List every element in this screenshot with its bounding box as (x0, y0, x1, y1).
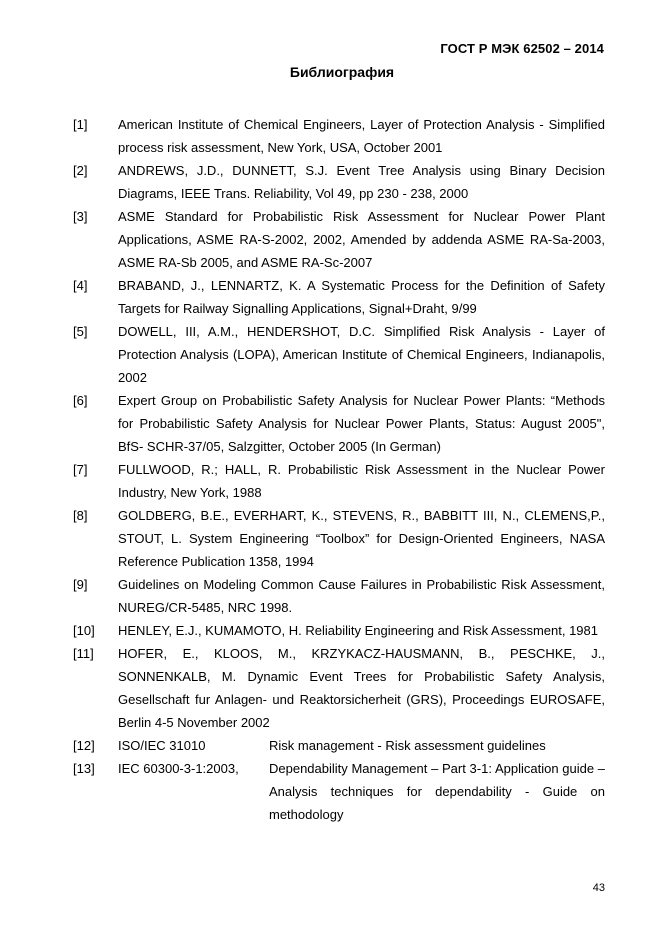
page-number: 43 (592, 882, 605, 894)
reference-text: HENLEY, E.J., KUMAMOTO, H. Reliability Engineering and Risk Assessment, 1981 (118, 623, 598, 638)
reference-number: [7] (73, 462, 88, 477)
reference-text: FULLWOOD, R.; HALL, R. Probabilistic Risk Assessment in the Nuclear Power Industry, New York, 1988 (118, 462, 605, 500)
reference-number: [2] (73, 163, 88, 178)
reference-number: [5] (73, 324, 88, 339)
page-title: Библиография (289, 64, 395, 80)
reference-number: [3] (73, 209, 88, 224)
standard-code: IEC 60300-3-1:2003, (118, 761, 239, 776)
reference-text: DOWELL, III, A.M., HENDERSHOT, D.C. Simplified Risk Analysis - Layer of Protection Analysis (LOPA), American Institute of Chemical Engineers, Indianapolis, 2002 (118, 324, 605, 385)
bibliography-entry (73, 504, 605, 573)
bibliography-entry (73, 619, 605, 642)
bibliography-list (73, 113, 605, 826)
standard-entry (73, 757, 605, 826)
standard-title: Risk management - Risk assessment guidelines (269, 738, 546, 753)
bibliography-entry (73, 113, 605, 159)
reference-text: GOLDBERG, B.E., EVERHART, K., STEVENS, R., BABBITT III, N., CLEMENS,P., STOUT, L. System Engineering “Toolbox” for Design-Oriented Engineers, NASA Reference Publication 1358, 1994 (118, 508, 605, 569)
reference-number: [8] (73, 508, 88, 523)
reference-number: [9] (73, 577, 88, 592)
reference-text: ANDREWS, J.D., DUNNETT, S.J. Event Tree Analysis using Binary Decision Diagrams, IEEE Trans. Reliability, Vol 49, pp 230 - 238, 2000 (118, 163, 605, 201)
standard-code: ISO/IEC 31010 (118, 738, 206, 753)
bibliography-entry (73, 320, 605, 389)
reference-number: [4] (73, 278, 88, 293)
reference-text: Expert Group on Probabilistic Safety Analysis for Nuclear Power Plants: “Methods for Probabilistic Safety Analysis for Nuclear Power Plants, Status: August 2005", BfS- SCHR-37/05, Salzgitter, October 2005 (In German) (118, 393, 605, 454)
reference-text: HOFER, E., KLOOS, M., KRZYKACZ-HAUSMANN, B., PESCHKE, J., SONNENKALB, M. Dynamic Event Trees for Probabilistic Safety Analysis, Gesellschaft fur Anlagen- und Reaktorsicherheit (GRS), Proceedings EUROSAFE, Berlin 4-5 November 2002 (118, 646, 605, 730)
bibliography-entry (73, 642, 605, 734)
bibliography-entry (73, 389, 605, 458)
bibliography-entry (73, 205, 605, 274)
reference-text: ASME Standard for Probabilistic Risk Assessment for Nuclear Power Plant Applications, ASME RA-S-2002, 2002, Amended by addenda ASME RA-Sa-2003, ASME RA-Sb 2005, and ASME RA-Sc-2007 (118, 209, 605, 270)
bibliography-entry (73, 159, 605, 205)
bibliography-entry (73, 573, 605, 619)
bibliography-entry (73, 458, 605, 504)
reference-text: American Institute of Chemical Engineers, Layer of Protection Analysis - Simplified process risk assessment, New York, USA, October 2001 (118, 117, 605, 155)
reference-number: [11] (73, 646, 94, 661)
reference-text: BRABAND, J., LENNARTZ, K. A Systematic Process for the Definition of Safety Targets for Railway Signalling Applications, Signal+Draht, 9/99 (118, 278, 605, 316)
document-code-header: ГОСТ Р МЭК 62502 – 2014 (440, 41, 604, 56)
reference-number: [12] (73, 738, 95, 753)
bibliography-entry (73, 274, 605, 320)
standard-title: Dependability Management – Part 3-1: Application guide – Analysis techniques for dependability - Guide on methodology (269, 761, 605, 822)
reference-number: [10] (73, 623, 95, 638)
reference-number: [6] (73, 393, 88, 408)
reference-number: [1] (73, 117, 88, 132)
standard-entry (73, 734, 605, 757)
reference-text: Guidelines on Modeling Common Cause Failures in Probabilistic Risk Assessment, NUREG/CR-5485, NRC 1998. (118, 577, 605, 615)
reference-number: [13] (73, 761, 95, 776)
